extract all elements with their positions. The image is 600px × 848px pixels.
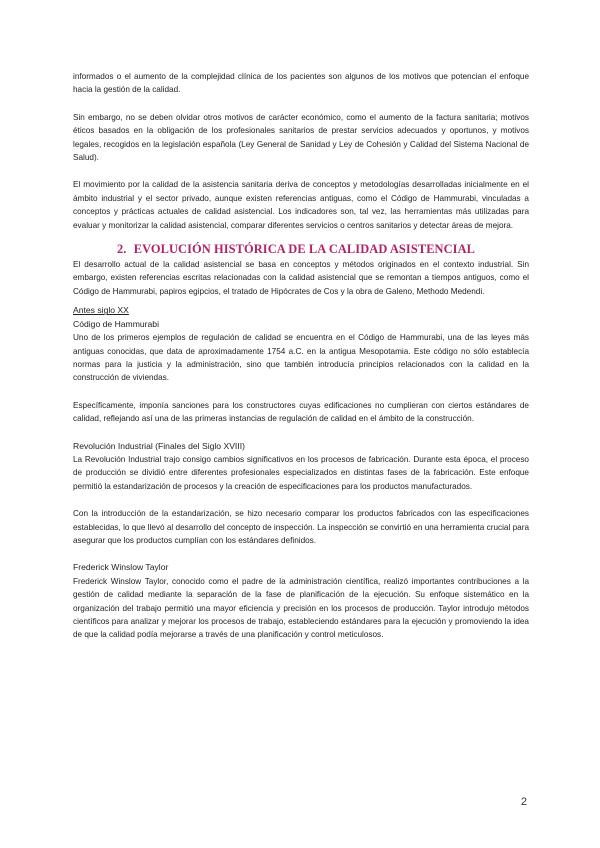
page-number: 2 — [520, 796, 527, 808]
page-content — [73, 70, 529, 656]
section-number: 2. — [117, 242, 127, 257]
section-title: EVOLUCIÓN HISTÓRICA DE LA CALIDAD ASISTENCIAL — [133, 242, 475, 257]
era-heading: Antes siglo XX — [73, 305, 129, 316]
section-intro: El desarrollo actual de la calidad asistencial se basa en conceptos y métodos originados en el contexto industrial. Sin embargo, existen referencias escritas relacionadas con la calidad asistencial que se remontan a tiempos antiguos, como el Código de Hammurabi, papiros egipcios, el tratado de Hipócrates de Cos y la obra de Galeno, Methodo Medendi. — [73, 260, 529, 296]
taylor-heading: Frederick Winslow Taylor — [73, 562, 169, 573]
taylor-paragraph: Frederick Winslow Taylor, conocido como el padre de la administración científica, realizó importantes contribuciones a la gestión de calidad mediante la separación de la fase de planificación de la ejecución. Su enfoque sistemático en la organización del trabajo permitió una mayor eficiencia y precisión en los procesos de producción. Taylor introdujo métodos científicos para analizar y mejorar los procesos de trabajo, estableciendo estándares para la ejecución y promoviendo la idea de que la calidad podía mejorarse a través de una planificación y control meticulosos. — [73, 576, 529, 640]
industrial-paragraph-2: Con la introducción de la estandarización, se hizo necesario comparar los productos fabricados con las especificaciones establecidas, lo que llevó al desarrollo del concepto de inspección. La inspección se convirtió en una herramienta crucial para asegurar que los productos cumplían con los estándares definidos. — [73, 509, 529, 545]
hammurabi-paragraph-2: Específicamente, imponía sanciones para los constructores cuyas edificaciones no cumplieran con ciertos estándares de calidad, reflejando así una de las primeras instancias de regulación de calidad en el ámbito de la construcción. — [73, 400, 529, 424]
industrial-revolution-heading: Revolución Industrial (Finales del Siglo XVIII) — [73, 440, 245, 451]
hammurabi-heading: Código de Hammurabi — [73, 318, 159, 329]
section-heading — [117, 240, 529, 258]
paragraph-quality-movement: El movimiento por la calidad de la asistencia sanitaria deriva de conceptos y metodologías desarrolladas inicialmente en el ámbito industrial y el sector privado, aunque existen referencias antiguas, como el Código de Hammurabi, vinculadas a conceptos y prácticas actuales de calidad asistencial. Los indicadores son, tal vez, las herramientas más utilizadas para evaluar y monitorizar la calidad asistencial, comparar diferentes servicios o centros sanitarios y detectar áreas de mejora. — [73, 180, 529, 230]
paragraph-economic-ethical-legal: Sin embargo, no se deben olvidar otros motivos de carácter económico, como el aumento de la factura sanitaria; motivos éticos basados en la obligación de los profesionales sanitarios de prestar servicios adecuados y oportunos, y motivos legales, recogidos en la legislación española (Ley General de Sanidad y Ley de Cohesión y Calidad del Sistema Nacional de Salud). — [73, 112, 529, 163]
hammurabi-paragraph-1: Uno de los primeros ejemplos de regulación de calidad se encuentra en el Código de Hammurabi, una de las leyes más antiguas conocidas, que data de aproximadamente 1754 a.C. en la antigua Mesopotamia. Este código no sólo establecía normas para la justicia y la administración, sino que también introducía principios relacionados con la calidad en la construcción de viviendas. — [73, 333, 529, 383]
industrial-paragraph-1: La Revolución Industrial trajo consigo cambios significativos en los procesos de fabricación. Durante esta época, el proceso de producción se dividió entre diferentes profesionales especializados en distintas fases de la fabricación. Este enfoque permitió la estandarización de procesos y la creación de especificaciones para los productos manufacturados. — [73, 454, 529, 491]
paragraph-motives: informados o el aumento de la complejidad clínica de los pacientes son algunos de los motivos que potencian el enfoque hacia la gestión de la calidad. — [73, 72, 529, 95]
